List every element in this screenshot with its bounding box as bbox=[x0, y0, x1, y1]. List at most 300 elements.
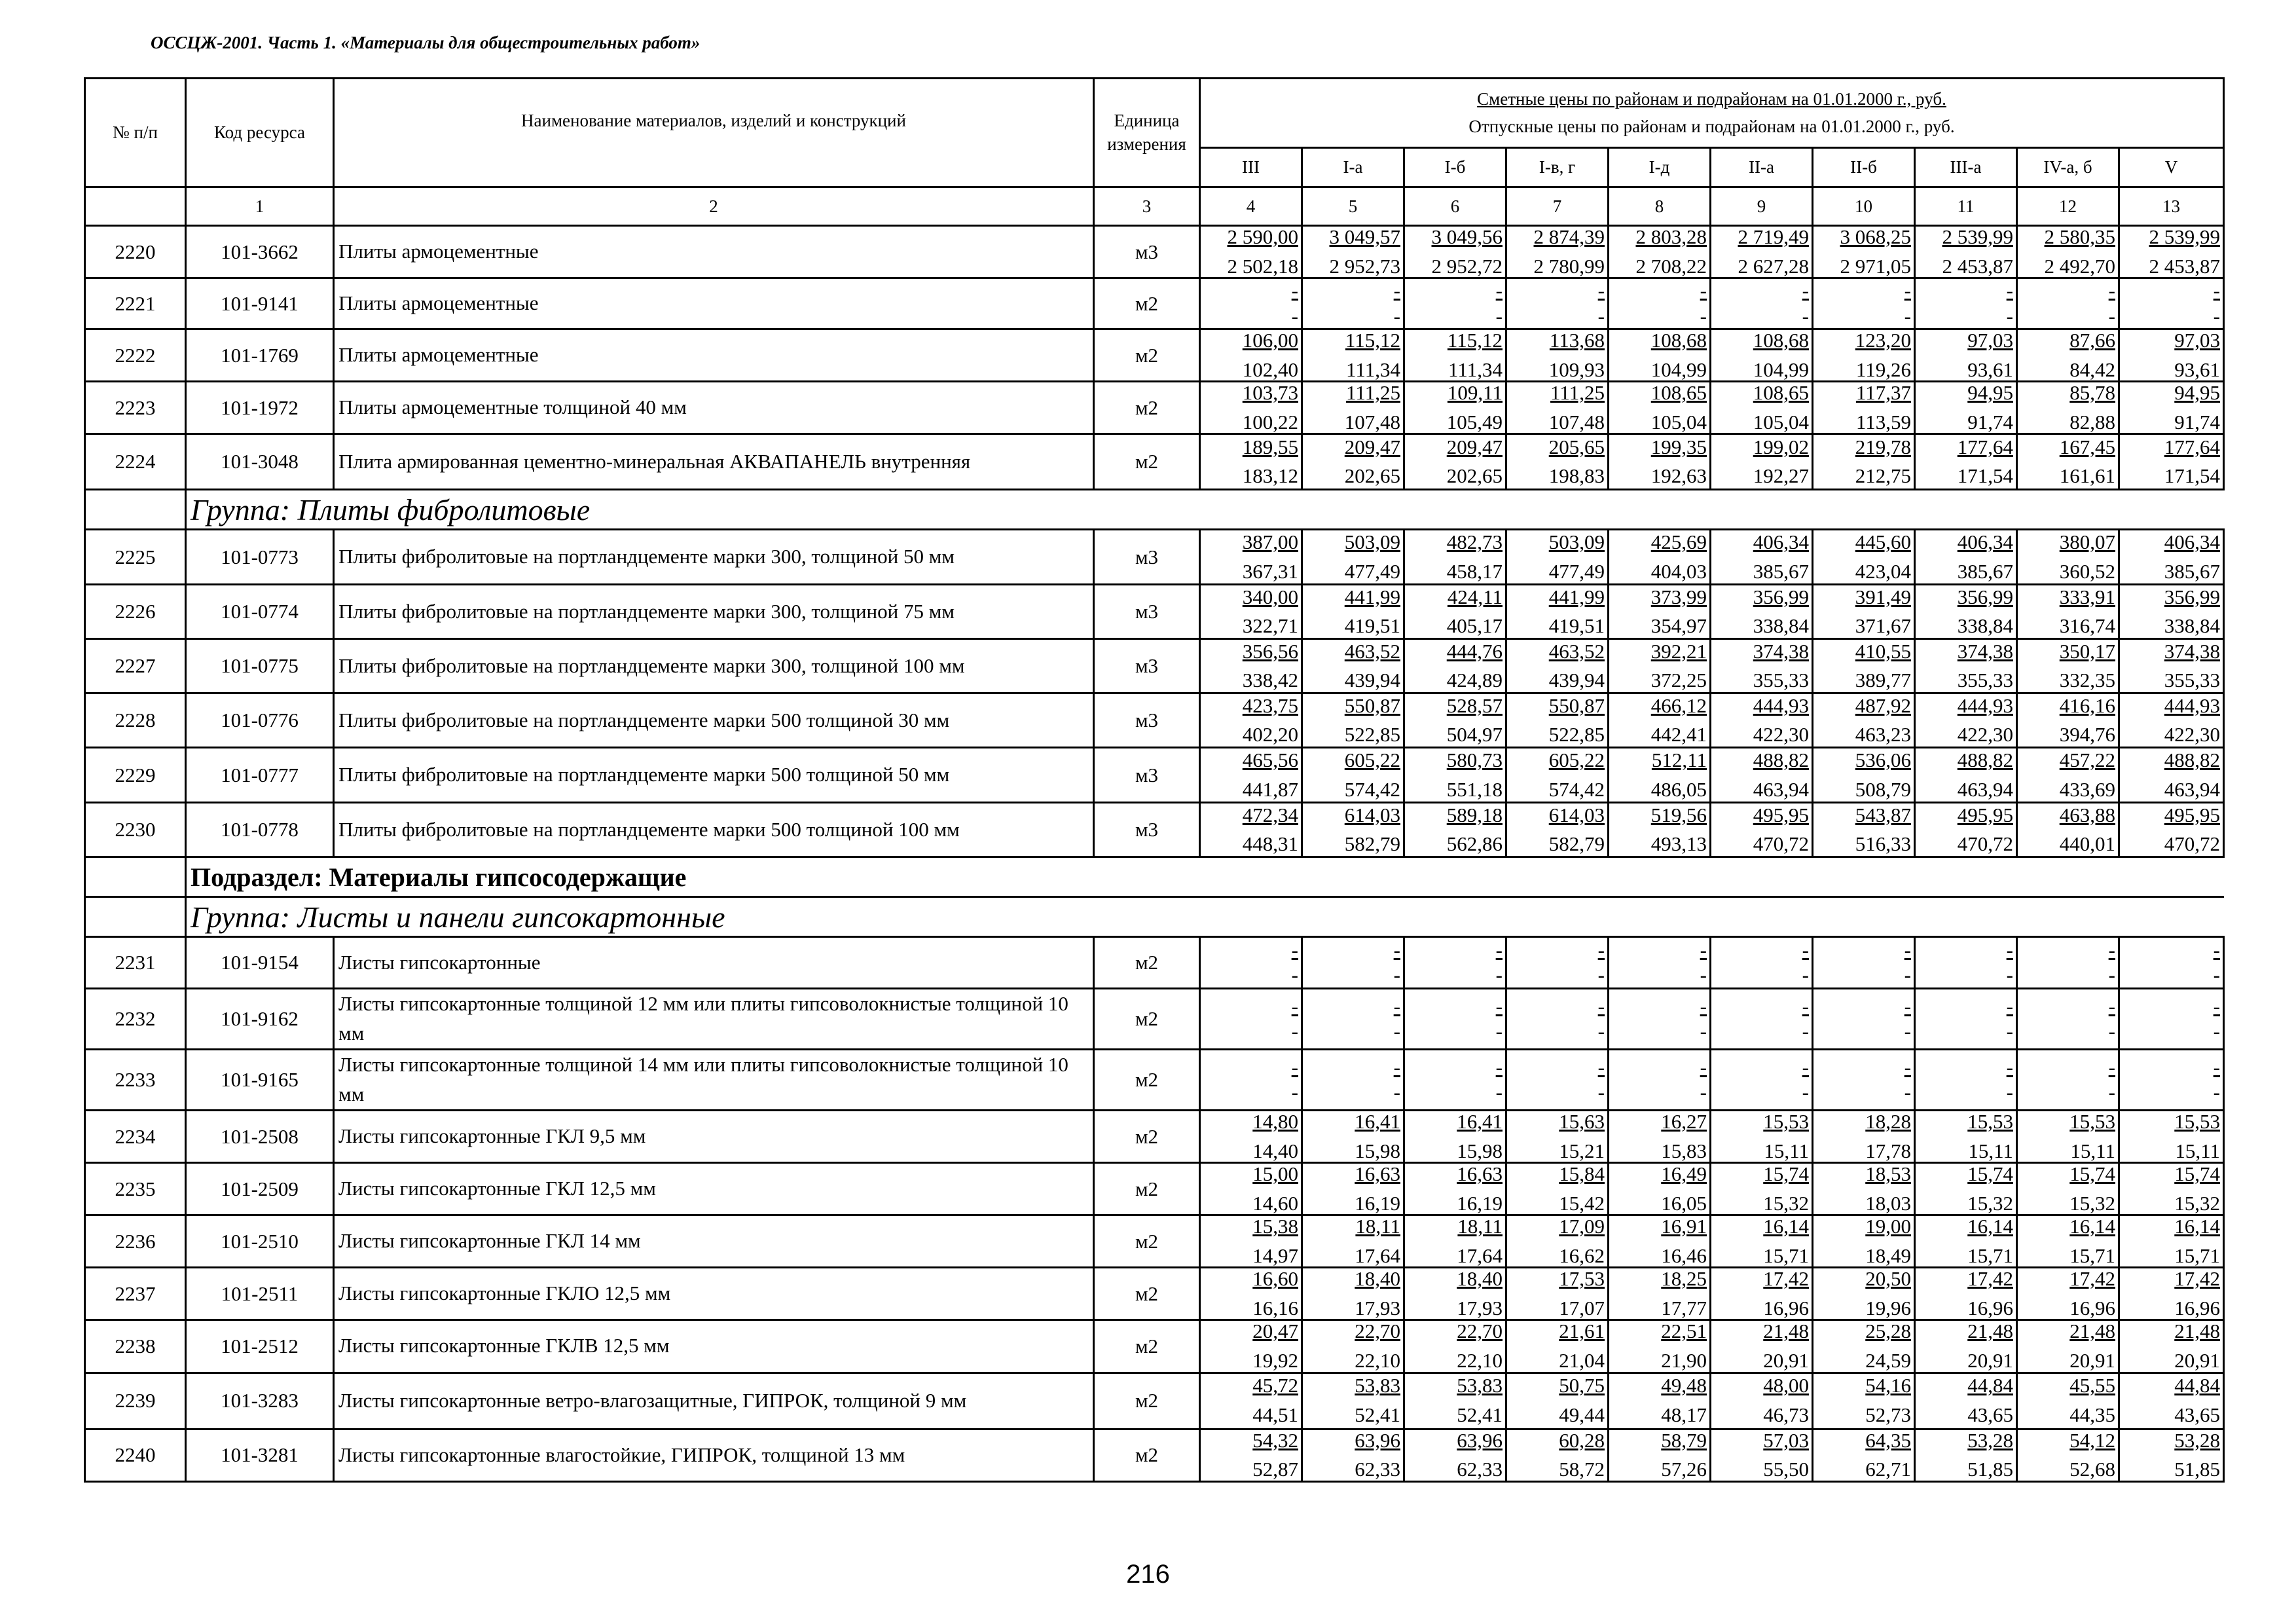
release-price: 202,65 bbox=[1446, 464, 1503, 488]
estimate-price: 199,02 bbox=[1753, 435, 1809, 458]
estimate-price: 21,48 bbox=[2174, 1320, 2220, 1343]
estimate-price: 177,64 bbox=[2164, 435, 2220, 458]
material-name: Плиты фибролитовые на портландцементе марки 300, толщиной 50 мм bbox=[334, 530, 1094, 585]
unit: м3 bbox=[1094, 226, 1200, 278]
price-cell bbox=[1915, 1429, 2017, 1481]
release-price: 46,73 bbox=[1763, 1403, 1809, 1426]
table-row bbox=[85, 803, 2224, 857]
document-header: ОССЦЖ-2001. Часть 1. «Материалы для общестроительных работ» bbox=[151, 33, 701, 52]
estimate-price: - bbox=[1904, 938, 1911, 961]
release-price: - bbox=[2108, 963, 2115, 987]
release-price: 355,33 bbox=[1753, 669, 1809, 692]
release-price: 372,25 bbox=[1650, 669, 1707, 692]
price-cell bbox=[2119, 1163, 2224, 1215]
table-row bbox=[85, 278, 2224, 329]
estimate-price: 85,78 bbox=[2069, 381, 2115, 405]
estimate-price: 25,28 bbox=[1865, 1320, 1911, 1343]
estimate-price: 97,03 bbox=[1967, 329, 2013, 352]
price-cell bbox=[1813, 748, 1915, 803]
price-cell bbox=[1813, 329, 1915, 382]
release-price: - bbox=[1904, 1080, 1911, 1104]
release-price: 17,93 bbox=[1457, 1296, 1503, 1320]
estimate-price: 472,34 bbox=[1242, 803, 1298, 826]
price-cell bbox=[1506, 329, 1609, 382]
estimate-price: 50,75 bbox=[1559, 1374, 1605, 1397]
price-cell bbox=[2119, 382, 2224, 434]
price-cell bbox=[2017, 989, 2119, 1050]
price-cell bbox=[1609, 989, 1711, 1050]
estimate-price: 416,16 bbox=[2059, 693, 2115, 717]
table-row bbox=[85, 329, 2224, 382]
unit: м3 bbox=[1094, 639, 1200, 693]
estimate-price: - bbox=[1291, 1055, 1298, 1079]
unit: м2 bbox=[1094, 1373, 1200, 1429]
release-price: 202,65 bbox=[1344, 464, 1400, 488]
price-cell bbox=[1813, 434, 1915, 490]
table-row bbox=[85, 989, 2224, 1050]
release-price: 16,05 bbox=[1661, 1191, 1707, 1215]
price-cell bbox=[1302, 329, 1404, 382]
price-cell bbox=[1200, 1268, 1302, 1320]
price-cell bbox=[1609, 937, 1711, 989]
region-header: II-б bbox=[1813, 148, 1915, 187]
column-number: 9 bbox=[1711, 187, 1813, 226]
price-cell bbox=[1711, 1163, 1813, 1215]
subsection-title: Подраздел: Материалы гипсосодержащие bbox=[186, 857, 2224, 897]
release-price: 48,17 bbox=[1661, 1403, 1707, 1426]
price-cell bbox=[1915, 693, 2017, 748]
estimate-price: 17,09 bbox=[1559, 1215, 1605, 1238]
release-price: 17,93 bbox=[1355, 1296, 1400, 1320]
row-number: 2231 bbox=[85, 937, 186, 989]
estimate-price: 16,63 bbox=[1457, 1162, 1503, 1186]
estimate-price: 53,83 bbox=[1355, 1374, 1400, 1397]
resource-code: 101-0777 bbox=[186, 748, 334, 803]
price-cell bbox=[1711, 748, 1813, 803]
estimate-price: 589,18 bbox=[1446, 803, 1503, 826]
price-cell bbox=[2119, 1050, 2224, 1111]
release-price: 16,46 bbox=[1661, 1244, 1707, 1267]
release-price: 100,22 bbox=[1242, 410, 1298, 434]
row-number: 2227 bbox=[85, 639, 186, 693]
resource-code: 101-0775 bbox=[186, 639, 334, 693]
release-price: 104,99 bbox=[1650, 358, 1707, 381]
material-name: Листы гипсокартонные ГКЛ 9,5 мм bbox=[334, 1111, 1094, 1163]
price-cell bbox=[2119, 1429, 2224, 1481]
column-number: 13 bbox=[2119, 187, 2224, 226]
price-cell bbox=[2017, 1429, 2119, 1481]
release-price: - bbox=[2213, 963, 2220, 987]
estimate-price: 614,03 bbox=[1548, 803, 1605, 826]
price-cell bbox=[1711, 1373, 1813, 1429]
material-name: Плита армированная цементно-минеральная АКВАПАНЕЛЬ внутренняя bbox=[334, 434, 1094, 490]
release-price: 104,99 bbox=[1753, 358, 1809, 381]
release-price: 2 453,87 bbox=[2149, 254, 2220, 278]
release-price: 15,32 bbox=[1763, 1191, 1809, 1215]
estimate-price: 94,95 bbox=[2174, 381, 2220, 405]
estimate-price: - bbox=[1291, 279, 1298, 303]
price-cell bbox=[1813, 530, 1915, 585]
estimate-price: 21,61 bbox=[1559, 1320, 1605, 1343]
price-cell bbox=[1200, 937, 1302, 989]
release-price: 458,17 bbox=[1446, 559, 1503, 583]
price-cell bbox=[1609, 1429, 1711, 1481]
estimate-price: 19,00 bbox=[1865, 1215, 1911, 1238]
price-cell bbox=[1302, 226, 1404, 278]
estimate-price: 15,63 bbox=[1559, 1110, 1605, 1134]
estimate-price: 45,72 bbox=[1252, 1374, 1298, 1397]
estimate-price: 16,41 bbox=[1457, 1110, 1503, 1134]
estimate-price: 495,95 bbox=[2164, 803, 2220, 826]
price-cell bbox=[2017, 1373, 2119, 1429]
release-price: - bbox=[1495, 963, 1503, 987]
release-price: 17,78 bbox=[1865, 1139, 1911, 1162]
estimate-price: 487,92 bbox=[1855, 693, 1911, 717]
price-cell bbox=[1711, 1215, 1813, 1268]
price-cell bbox=[2119, 748, 2224, 803]
estimate-price: 108,68 bbox=[1650, 329, 1707, 352]
price-cell bbox=[1404, 989, 1506, 1050]
column-number: 6 bbox=[1404, 187, 1506, 226]
estimate-price: - bbox=[1495, 1055, 1503, 1079]
release-price: 15,98 bbox=[1355, 1139, 1400, 1162]
unit: м3 bbox=[1094, 803, 1200, 857]
estimate-price: 16,41 bbox=[1355, 1110, 1400, 1134]
price-cell bbox=[1915, 434, 2017, 490]
release-price: 113,59 bbox=[1855, 410, 1911, 434]
estimate-price: - bbox=[1700, 279, 1707, 303]
resource-code: 101-1972 bbox=[186, 382, 334, 434]
price-cell bbox=[2017, 329, 2119, 382]
estimate-price: 53,28 bbox=[2174, 1428, 2220, 1452]
release-price: 16,19 bbox=[1355, 1191, 1400, 1215]
estimate-price: 44,84 bbox=[2174, 1374, 2220, 1397]
release-price: 20,91 bbox=[1967, 1348, 2013, 1372]
resource-code: 101-3662 bbox=[186, 226, 334, 278]
row-number: 2225 bbox=[85, 530, 186, 585]
estimate-price: 16,14 bbox=[1763, 1215, 1809, 1238]
estimate-price: 350,17 bbox=[2059, 639, 2115, 663]
table-row bbox=[85, 1320, 2224, 1373]
price-cell bbox=[1302, 1111, 1404, 1163]
release-price: - bbox=[1597, 963, 1605, 987]
release-price: 562,86 bbox=[1446, 832, 1503, 856]
estimate-price: 333,91 bbox=[2059, 585, 2115, 608]
estimate-price: 53,83 bbox=[1457, 1374, 1503, 1397]
release-price: 367,31 bbox=[1242, 559, 1298, 583]
price-cell bbox=[1915, 530, 2017, 585]
unit: м2 bbox=[1094, 382, 1200, 434]
row-number: 2223 bbox=[85, 382, 186, 434]
estimate-price: 18,28 bbox=[1865, 1110, 1911, 1134]
estimate-price: - bbox=[1597, 938, 1605, 961]
price-cell bbox=[1404, 329, 1506, 382]
release-price: - bbox=[1802, 304, 1809, 327]
release-price: 52,73 bbox=[1865, 1403, 1911, 1426]
price-cell bbox=[1302, 693, 1404, 748]
estimate-price: - bbox=[1597, 994, 1605, 1018]
estimate-price: - bbox=[1495, 994, 1503, 1018]
price-cell bbox=[1200, 989, 1302, 1050]
price-cell bbox=[1506, 1373, 1609, 1429]
release-price: 15,71 bbox=[1967, 1244, 2013, 1267]
estimate-price: - bbox=[1393, 994, 1400, 1018]
unit: м2 bbox=[1094, 278, 1200, 329]
release-price: 107,48 bbox=[1548, 410, 1605, 434]
header-prices-estimate: Сметные цены по районам и подрайонам на 01.01.2000 г., руб. bbox=[1477, 88, 1946, 109]
release-price: 55,50 bbox=[1763, 1458, 1809, 1481]
release-price: - bbox=[1597, 304, 1605, 327]
release-price: - bbox=[1802, 1020, 1809, 1043]
row-number: 2234 bbox=[85, 1111, 186, 1163]
unit: м3 bbox=[1094, 585, 1200, 639]
group-row-spacer bbox=[85, 490, 186, 530]
resource-code: 101-9165 bbox=[186, 1050, 334, 1111]
unit: м2 bbox=[1094, 989, 1200, 1050]
estimate-price: 16,49 bbox=[1661, 1162, 1707, 1186]
price-cell bbox=[1506, 748, 1609, 803]
release-price: 52,41 bbox=[1355, 1403, 1400, 1426]
release-price: 424,89 bbox=[1446, 669, 1503, 692]
release-price: 18,03 bbox=[1865, 1191, 1911, 1215]
estimate-price: 457,22 bbox=[2059, 748, 2115, 772]
price-cell bbox=[1609, 382, 1711, 434]
release-price: 51,85 bbox=[2174, 1458, 2220, 1481]
material-name: Плиты фибролитовые на портландцементе марки 500 толщиной 100 мм bbox=[334, 803, 1094, 857]
estimate-price: 57,03 bbox=[1763, 1428, 1809, 1452]
material-name: Листы гипсокартонные влагостойкие, ГИПРОК, толщиной 13 мм bbox=[334, 1429, 1094, 1481]
price-cell bbox=[1711, 278, 1813, 329]
estimate-price: 115,12 bbox=[1447, 329, 1503, 352]
price-cell bbox=[2017, 639, 2119, 693]
price-cell bbox=[1506, 1215, 1609, 1268]
price-cell bbox=[1506, 382, 1609, 434]
release-price: 422,30 bbox=[1957, 723, 2013, 747]
row-number: 2238 bbox=[85, 1320, 186, 1373]
region-header: V bbox=[2119, 148, 2224, 187]
price-cell bbox=[1302, 803, 1404, 857]
row-number: 2224 bbox=[85, 434, 186, 490]
price-cell bbox=[1813, 989, 1915, 1050]
estimate-price: 15,53 bbox=[2069, 1110, 2115, 1134]
estimate-price: 22,70 bbox=[1457, 1320, 1503, 1343]
estimate-price: 392,21 bbox=[1650, 639, 1707, 663]
price-cell bbox=[1302, 1215, 1404, 1268]
price-cell bbox=[1711, 434, 1813, 490]
row-number: 2229 bbox=[85, 748, 186, 803]
estimate-price: 463,52 bbox=[1548, 639, 1605, 663]
row-number: 2237 bbox=[85, 1268, 186, 1320]
estimate-price: 17,42 bbox=[1967, 1267, 2013, 1291]
release-price: 405,17 bbox=[1446, 614, 1503, 638]
release-price: 16,96 bbox=[2174, 1296, 2220, 1320]
header-name: Наименование материалов, изделий и конструкций bbox=[334, 79, 1094, 187]
price-cell bbox=[1609, 639, 1711, 693]
release-price: 470,72 bbox=[2164, 832, 2220, 856]
price-cell bbox=[1609, 1050, 1711, 1111]
release-price: 19,96 bbox=[1865, 1296, 1911, 1320]
release-price: 111,34 bbox=[1346, 358, 1400, 381]
unit: м2 bbox=[1094, 1320, 1200, 1373]
table-row bbox=[85, 1429, 2224, 1481]
price-cell bbox=[2119, 1215, 2224, 1268]
price-cell bbox=[1404, 748, 1506, 803]
table-row bbox=[85, 1268, 2224, 1320]
estimate-price: 106,00 bbox=[1242, 329, 1298, 352]
price-cell bbox=[1813, 585, 1915, 639]
release-price: 332,35 bbox=[2059, 669, 2115, 692]
unit: м2 bbox=[1094, 1429, 1200, 1481]
estimate-price: 528,57 bbox=[1446, 693, 1503, 717]
estimate-price: 16,14 bbox=[2069, 1215, 2115, 1238]
estimate-price: 115,12 bbox=[1345, 329, 1400, 352]
release-price: 477,49 bbox=[1344, 559, 1400, 583]
estimate-price: 466,12 bbox=[1650, 693, 1707, 717]
estimate-price: 219,78 bbox=[1855, 435, 1911, 458]
estimate-price: 519,56 bbox=[1650, 803, 1707, 826]
estimate-price: 15,53 bbox=[2174, 1110, 2220, 1134]
release-price: - bbox=[1495, 1020, 1503, 1043]
estimate-price: - bbox=[1802, 938, 1809, 961]
price-cell bbox=[1506, 1268, 1609, 1320]
release-price: 486,05 bbox=[1650, 777, 1707, 801]
price-cell bbox=[1915, 1320, 2017, 1373]
estimate-price: 64,35 bbox=[1865, 1428, 1911, 1452]
estimate-price: 209,47 bbox=[1344, 435, 1400, 458]
estimate-price: 15,84 bbox=[1559, 1162, 1605, 1186]
release-price: - bbox=[1291, 1020, 1298, 1043]
price-cell bbox=[1404, 1163, 1506, 1215]
column-number: 12 bbox=[2017, 187, 2119, 226]
region-header: I-б bbox=[1404, 148, 1506, 187]
price-cell bbox=[2119, 989, 2224, 1050]
release-price: 463,94 bbox=[1753, 777, 1809, 801]
price-cell bbox=[2017, 803, 2119, 857]
release-price: - bbox=[1495, 304, 1503, 327]
release-price: 171,54 bbox=[1957, 464, 2013, 488]
subsection-row bbox=[85, 857, 2224, 897]
price-cell bbox=[1506, 226, 1609, 278]
price-cell bbox=[2017, 382, 2119, 434]
estimate-price: 123,20 bbox=[1855, 329, 1911, 352]
release-price: 2 952,72 bbox=[1431, 254, 1503, 278]
release-price: - bbox=[1291, 304, 1298, 327]
release-price: - bbox=[1495, 1080, 1503, 1104]
release-price: 15,11 bbox=[2070, 1139, 2115, 1162]
release-price: 582,79 bbox=[1548, 832, 1605, 856]
release-price: 582,79 bbox=[1344, 832, 1400, 856]
table-row bbox=[85, 748, 2224, 803]
unit: м2 bbox=[1094, 1215, 1200, 1268]
price-cell bbox=[1200, 803, 1302, 857]
price-cell bbox=[2017, 1050, 2119, 1111]
price-cell bbox=[2119, 639, 2224, 693]
estimate-price: 113,68 bbox=[1549, 329, 1605, 352]
price-cell bbox=[1609, 1111, 1711, 1163]
material-name: Листы гипсокартонные ГКЛВ 12,5 мм bbox=[334, 1320, 1094, 1373]
price-cell bbox=[1506, 434, 1609, 490]
estimate-price: 17,42 bbox=[2069, 1267, 2115, 1291]
estimate-price: 424,11 bbox=[1447, 585, 1503, 608]
release-price: 440,01 bbox=[2059, 832, 2115, 856]
release-price: - bbox=[2006, 963, 2013, 987]
price-cell bbox=[2017, 226, 2119, 278]
row-number: 2221 bbox=[85, 278, 186, 329]
resource-code: 101-2512 bbox=[186, 1320, 334, 1373]
estimate-price: - bbox=[2006, 1055, 2013, 1079]
price-cell bbox=[1609, 1320, 1711, 1373]
estimate-price: 177,64 bbox=[1957, 435, 2013, 458]
estimate-price: 108,65 bbox=[1753, 381, 1809, 405]
price-cell bbox=[1915, 1268, 2017, 1320]
estimate-price: 18,53 bbox=[1865, 1162, 1911, 1186]
estimate-price: 44,84 bbox=[1967, 1374, 2013, 1397]
resource-code: 101-0778 bbox=[186, 803, 334, 857]
column-number: 5 bbox=[1302, 187, 1404, 226]
release-price: 51,85 bbox=[1967, 1458, 2013, 1481]
column-number: 10 bbox=[1813, 187, 1915, 226]
price-cell bbox=[1200, 639, 1302, 693]
release-price: 463,94 bbox=[1957, 777, 2013, 801]
release-price: 470,72 bbox=[1753, 832, 1809, 856]
estimate-price: 444,76 bbox=[1446, 639, 1503, 663]
estimate-price: 60,28 bbox=[1559, 1428, 1605, 1452]
estimate-price: 111,25 bbox=[1550, 381, 1605, 405]
release-price: 20,91 bbox=[2174, 1348, 2220, 1372]
price-cell bbox=[1915, 329, 2017, 382]
release-price: - bbox=[1393, 1080, 1400, 1104]
estimate-price: 444,93 bbox=[1957, 693, 2013, 717]
price-cell bbox=[1813, 1215, 1915, 1268]
estimate-price: 356,56 bbox=[1242, 639, 1298, 663]
release-price: - bbox=[2108, 1080, 2115, 1104]
table-row bbox=[85, 226, 2224, 278]
price-cell bbox=[1200, 1429, 1302, 1481]
release-price: 17,64 bbox=[1457, 1244, 1503, 1267]
row-number: 2239 bbox=[85, 1373, 186, 1429]
price-cell bbox=[1302, 937, 1404, 989]
release-price: 2 502,18 bbox=[1227, 254, 1298, 278]
estimate-price: - bbox=[1393, 279, 1400, 303]
resource-code: 101-3283 bbox=[186, 1373, 334, 1429]
estimate-price: 49,48 bbox=[1661, 1374, 1707, 1397]
release-price: 198,83 bbox=[1548, 464, 1605, 488]
group-row-spacer bbox=[85, 857, 186, 897]
estimate-price: 2 803,28 bbox=[1635, 225, 1707, 248]
price-cell bbox=[1711, 226, 1813, 278]
estimate-price: 488,82 bbox=[1753, 748, 1809, 772]
estimate-price: 550,87 bbox=[1548, 693, 1605, 717]
price-cell bbox=[1711, 382, 1813, 434]
row-number: 2236 bbox=[85, 1215, 186, 1268]
release-price: - bbox=[1700, 963, 1707, 987]
estimate-price: 406,34 bbox=[1753, 530, 1809, 554]
estimate-price: 15,74 bbox=[1967, 1162, 2013, 1186]
table-row bbox=[85, 530, 2224, 585]
row-number: 2220 bbox=[85, 226, 186, 278]
price-cell bbox=[1915, 1163, 2017, 1215]
price-cell bbox=[1506, 693, 1609, 748]
release-price: 43,65 bbox=[1967, 1403, 2013, 1426]
estimate-price: 15,74 bbox=[2069, 1162, 2115, 1186]
release-price: 16,16 bbox=[1252, 1296, 1298, 1320]
release-price: 93,61 bbox=[1967, 358, 2013, 381]
price-cell bbox=[2119, 329, 2224, 382]
release-price: 16,19 bbox=[1457, 1191, 1503, 1215]
price-cell bbox=[2119, 1373, 2224, 1429]
price-cell bbox=[1404, 1111, 1506, 1163]
release-price: 20,91 bbox=[2069, 1348, 2115, 1372]
